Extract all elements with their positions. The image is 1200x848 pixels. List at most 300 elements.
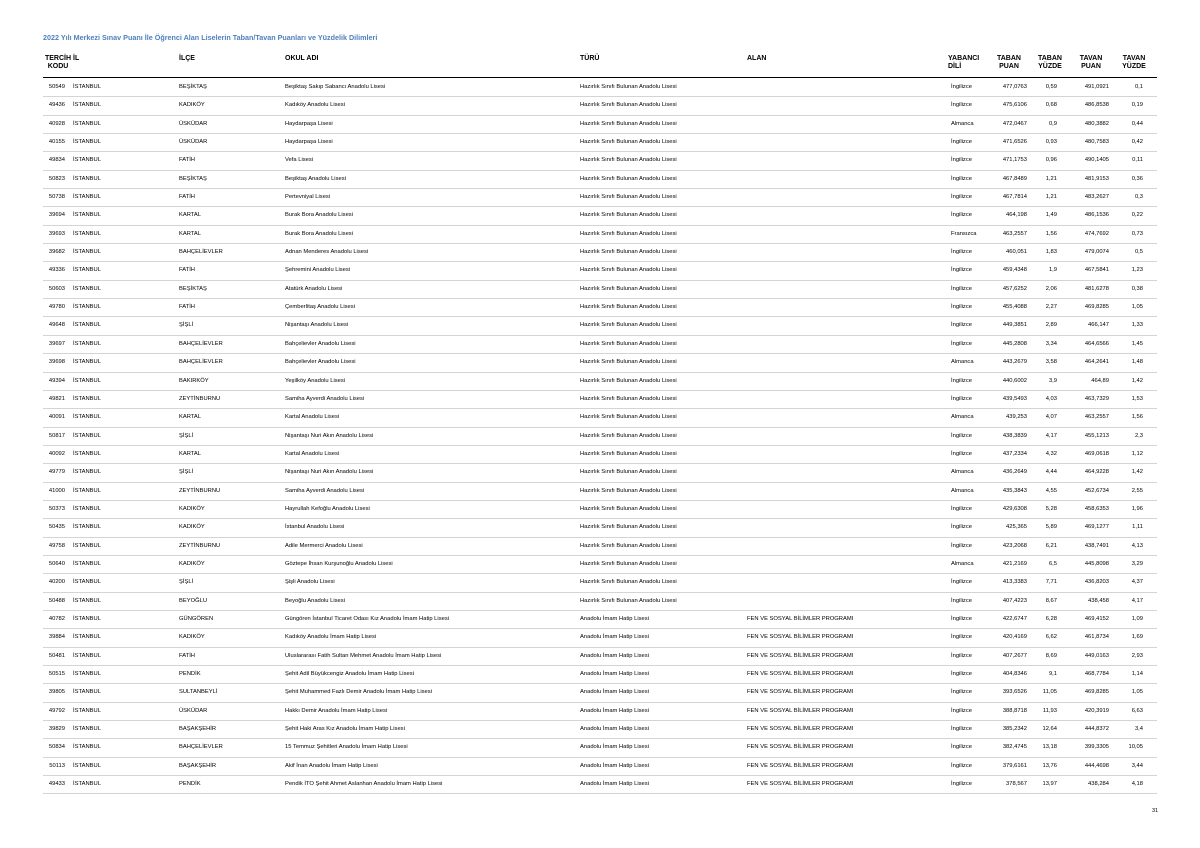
header-vpuan-line1: TAVAN — [1079, 55, 1103, 62]
cell-vyuzde: 10,05 — [1128, 744, 1143, 751]
header-vpuan-line2: PUAN — [1081, 63, 1101, 70]
cell-vpuan: 464,2641 — [1084, 359, 1109, 366]
header-kod-line2: KODU — [47, 63, 69, 70]
cell-vyuzde: 0,1 — [1134, 84, 1143, 90]
cell-il: İSTANBUL — [73, 249, 101, 256]
cell-okul: Şişli Anadolu Lisesi — [285, 579, 335, 586]
cell-turu: Hazırlık Sınıfı Bulunan Anadolu Lisesi — [580, 120, 677, 127]
cell-dil: İngilizce — [951, 249, 972, 256]
table-row — [43, 666, 1157, 684]
cell-alan: FEN VE SOSYAL BİLİMLER PROGRAMI — [747, 781, 854, 788]
cell-vyuzde: 1,09 — [1131, 615, 1143, 622]
header-il: İL — [73, 55, 80, 62]
cell-okul: Adnan Menderes Anadolu Lisesi — [285, 249, 369, 256]
cell-tyuzde: 1,83 — [1045, 249, 1057, 256]
cell-ilce: ZEYTİNBURNU — [179, 395, 221, 402]
cell-il: İSTANBUL — [73, 542, 101, 549]
cell-il: İSTANBUL — [73, 377, 101, 384]
cell-vyuzde: 3,29 — [1131, 560, 1143, 567]
cell-turu: Anadolu İmam Hatip Lisesi — [580, 615, 649, 622]
cell-tpuan: 443,2679 — [1002, 359, 1027, 366]
table-header — [43, 55, 1157, 77]
cell-alan: FEN VE SOSYAL BİLİMLER PROGRAMI — [747, 744, 854, 751]
cell-kodu: 49780 — [48, 304, 65, 311]
cell-dil: Fransızca — [951, 230, 977, 237]
cell-kodu: 50481 — [48, 652, 65, 659]
page-number: 31 — [1152, 808, 1159, 814]
cell-okul: Kartal Anadolu Lisesi — [285, 450, 340, 457]
cell-dil: İngilizce — [951, 322, 972, 329]
cell-turu: Anadolu İmam Hatip Lisesi — [580, 707, 649, 714]
cell-vpuan: 467,5841 — [1084, 267, 1109, 274]
table-row — [43, 556, 1157, 574]
cell-okul: Akif İnan Anadolu İmam Hatip Lisesi — [285, 762, 378, 769]
header-tercih-kodu — [43, 55, 73, 71]
cell-okul: Şehit Haki Aras Kız Anadolu İmam Hatip Lisesi — [285, 726, 405, 733]
cell-ilce: KADIKÖY — [179, 560, 205, 567]
table-row — [43, 611, 1157, 629]
cell-vpuan: 436,8203 — [1084, 579, 1109, 586]
cell-il: İSTANBUL — [73, 102, 101, 109]
header-dil-line1: YABANCI — [948, 55, 980, 62]
cell-tpuan: 437,2334 — [1002, 450, 1027, 457]
cell-dil: İngilizce — [951, 157, 972, 164]
cell-okul: Nişantaşı Nuri Akın Anadolu Lisesi — [285, 469, 374, 476]
table-row — [43, 501, 1157, 519]
cell-turu: Hazırlık Sınıfı Bulunan Anadolu Lisesi — [580, 597, 677, 604]
cell-turu: Hazırlık Sınıfı Bulunan Anadolu Lisesi — [580, 175, 677, 182]
cell-turu: Hazırlık Sınıfı Bulunan Anadolu Lisesi — [580, 524, 677, 531]
cell-tpuan: 463,2557 — [1002, 230, 1027, 237]
table-row — [43, 519, 1157, 537]
cell-dil: İngilizce — [951, 377, 972, 384]
header-tpuan-line1: TABAN — [997, 55, 1021, 62]
header-vyuzde-line2: YÜZDE — [1122, 63, 1146, 70]
cell-ilce: FATİH — [179, 652, 195, 659]
cell-tyuzde: 11,93 — [1042, 707, 1057, 714]
cell-ilce: FATİH — [179, 194, 195, 201]
cell-tyuzde: 0,68 — [1045, 102, 1057, 109]
table-row — [43, 281, 1157, 299]
cell-dil: İngilizce — [951, 267, 972, 274]
table-row — [43, 464, 1157, 482]
cell-il: İSTANBUL — [73, 726, 101, 733]
cell-okul: Hayrullah Kefoğlu Anadolu Lisesi — [285, 505, 370, 512]
cell-kodu: 50834 — [48, 744, 65, 751]
cell-tpuan: 407,2677 — [1002, 652, 1027, 659]
cell-kodu: 50640 — [48, 560, 65, 567]
header-alan: ALAN — [747, 55, 767, 62]
table-row — [43, 538, 1157, 556]
cell-vpuan: 469,4152 — [1084, 615, 1109, 622]
cell-vpuan: 399,3305 — [1084, 744, 1109, 751]
cell-okul: Samiha Ayverdi Anadolu Lisesi — [285, 395, 365, 402]
table-row — [43, 373, 1157, 391]
cell-tpuan: 385,2342 — [1002, 726, 1027, 733]
table-row — [43, 629, 1157, 647]
cell-il: İSTANBUL — [73, 689, 101, 696]
cell-tyuzde: 2,06 — [1045, 285, 1057, 292]
cell-tpuan: 435,3843 — [1002, 487, 1027, 494]
cell-vyuzde: 0,42 — [1131, 139, 1143, 146]
cell-tpuan: 471,6526 — [1002, 139, 1027, 146]
cell-okul: Şehit Adil Büyükcengiz Anadolu İmam Hatip Lisesi — [285, 671, 414, 677]
table-row — [43, 409, 1157, 427]
table-row — [43, 226, 1157, 244]
cell-tyuzde: 0,9 — [1048, 120, 1057, 127]
cell-il: İSTANBUL — [73, 120, 101, 127]
cell-vpuan: 452,6734 — [1084, 487, 1109, 494]
cell-okul: Hakkı Demir Anadolu İmam Hatip Lisesi — [285, 707, 388, 714]
cell-ilce: ŞİŞLİ — [179, 432, 194, 439]
cell-okul: Beyoğlu Anadolu Lisesi — [285, 597, 345, 604]
cell-turu: Anadolu İmam Hatip Lisesi — [580, 634, 649, 641]
table-row — [43, 97, 1157, 115]
cell-kodu: 50549 — [48, 84, 65, 90]
cell-il: İSTANBUL — [73, 762, 101, 769]
cell-turu: Hazırlık Sınıfı Bulunan Anadolu Lisesi — [580, 432, 677, 439]
cell-ilce: KADIKÖY — [179, 634, 205, 641]
cell-ilce: KADIKÖY — [179, 524, 205, 531]
cell-turu: Hazırlık Sınıfı Bulunan Anadolu Lisesi — [580, 304, 677, 311]
cell-kodu: 49792 — [48, 707, 65, 714]
cell-dil: Almanca — [951, 414, 974, 421]
cell-il: İSTANBUL — [73, 671, 101, 677]
header-tyuzde-line2: YÜZDE — [1038, 63, 1062, 70]
cell-vpuan: 486,8538 — [1084, 102, 1109, 109]
cell-turu: Hazırlık Sınıfı Bulunan Anadolu Lisesi — [580, 487, 677, 494]
cell-il: İSTANBUL — [73, 634, 101, 641]
cell-tpuan: 423,2068 — [1002, 542, 1027, 549]
cell-ilce: BAKIRKÖY — [179, 377, 209, 384]
cell-kodu: 40782 — [48, 615, 65, 622]
cell-ilce: BEŞİKTAŞ — [179, 285, 207, 292]
cell-vpuan: 483,2627 — [1084, 194, 1109, 201]
cell-kodu: 49336 — [48, 267, 65, 274]
cell-ilce: ŞİŞLİ — [179, 322, 194, 329]
cell-vyuzde: 2,93 — [1131, 652, 1143, 659]
cell-turu: Anadolu İmam Hatip Lisesi — [580, 652, 649, 659]
cell-vyuzde: 1,56 — [1131, 414, 1143, 421]
cell-tyuzde: 3,58 — [1045, 359, 1057, 366]
cell-turu: Hazırlık Sınıfı Bulunan Anadolu Lisesi — [580, 469, 677, 476]
cell-il: İSTANBUL — [73, 432, 101, 439]
cell-alan: FEN VE SOSYAL BİLİMLER PROGRAMI — [747, 634, 854, 641]
table-row — [43, 207, 1157, 225]
cell-vpuan: 445,8098 — [1084, 560, 1109, 567]
table-row — [43, 758, 1157, 776]
cell-il: İSTANBUL — [73, 359, 101, 366]
cell-turu: Hazırlık Sınıfı Bulunan Anadolu Lisesi — [580, 212, 677, 219]
cell-vyuzde: 1,23 — [1131, 267, 1143, 274]
cell-alan: FEN VE SOSYAL BİLİMLER PROGRAMI — [747, 615, 854, 622]
cell-vyuzde: 1,45 — [1131, 340, 1143, 347]
cell-vpuan: 486,1536 — [1084, 212, 1109, 219]
cell-turu: Hazırlık Sınıfı Bulunan Anadolu Lisesi — [580, 340, 677, 347]
cell-ilce: ŞİŞLİ — [179, 469, 194, 476]
cell-vpuan: 481,9153 — [1084, 175, 1109, 182]
table-row — [43, 593, 1157, 611]
cell-alan: FEN VE SOSYAL BİLİMLER PROGRAMI — [747, 652, 854, 659]
cell-tyuzde: 13,97 — [1042, 781, 1057, 788]
cell-okul: Bahçelievler Anadolu Lisesi — [285, 359, 356, 366]
cell-turu: Hazırlık Sınıfı Bulunan Anadolu Lisesi — [580, 414, 677, 421]
cell-okul: Şehremini Anadolu Lisesi — [285, 267, 351, 274]
table-row — [43, 574, 1157, 592]
cell-kodu: 39682 — [48, 249, 65, 256]
cell-vpuan: 469,1277 — [1084, 524, 1109, 531]
cell-okul: Beşiktaş Anadolu Lisesi — [285, 175, 346, 182]
cell-ilce: KARTAL — [179, 212, 202, 219]
cell-tpuan: 439,5493 — [1002, 395, 1027, 402]
cell-okul: Vefa Lisesi — [285, 157, 314, 164]
cell-okul: Adile Mermerci Anadolu Lisesi — [285, 542, 363, 549]
cell-dil: İngilizce — [951, 597, 972, 604]
cell-tpuan: 445,2808 — [1002, 340, 1027, 347]
cell-tyuzde: 12,64 — [1042, 726, 1057, 733]
cell-tyuzde: 1,49 — [1045, 212, 1057, 219]
cell-ilce: ÜSKÜDAR — [179, 707, 208, 714]
cell-tyuzde: 6,21 — [1045, 542, 1057, 549]
cell-tpuan: 467,7814 — [1002, 194, 1027, 201]
cell-vpuan: 461,8734 — [1084, 634, 1109, 641]
cell-dil: İngilizce — [951, 615, 972, 622]
cell-ilce: ZEYTİNBURNU — [179, 542, 221, 549]
cell-il: İSTANBUL — [73, 175, 101, 182]
cell-vyuzde: 0,36 — [1131, 175, 1143, 182]
cell-vpuan: 469,8285 — [1084, 689, 1109, 696]
cell-turu: Hazırlık Sınıfı Bulunan Anadolu Lisesi — [580, 267, 677, 274]
cell-tpuan: 460,051 — [1006, 249, 1027, 256]
cell-vpuan: 455,1213 — [1084, 432, 1109, 439]
cell-tpuan: 429,6308 — [1002, 505, 1027, 512]
header-vyuzde-line1: TAVAN — [1122, 55, 1146, 62]
cell-vpuan: 481,6278 — [1084, 285, 1109, 292]
cell-kodu: 50373 — [48, 505, 65, 512]
cell-turu: Hazırlık Sınıfı Bulunan Anadolu Lisesi — [580, 139, 677, 146]
cell-okul: Çemberlitaş Anadolu Lisesi — [285, 304, 355, 311]
cell-vpuan: 463,2557 — [1084, 414, 1109, 421]
cell-dil: İngilizce — [951, 505, 972, 512]
table-row — [43, 152, 1157, 170]
cell-ilce: ÜSKÜDAR — [179, 139, 208, 146]
cell-vyuzde: 1,33 — [1131, 322, 1143, 329]
cell-tyuzde: 6,28 — [1045, 615, 1057, 622]
cell-ilce: FATİH — [179, 157, 195, 164]
cell-ilce: PENDİK — [179, 781, 201, 788]
cell-ilce: KARTAL — [179, 450, 202, 457]
cell-ilce: BAHÇELİEVLER — [179, 359, 223, 366]
cell-vpuan: 463,7329 — [1084, 395, 1109, 402]
cell-vpuan: 464,89 — [1091, 377, 1109, 384]
header-yabanci-dili — [948, 55, 982, 71]
cell-il: İSTANBUL — [73, 469, 101, 476]
cell-okul: Kartal Anadolu Lisesi — [285, 414, 340, 421]
cell-vyuzde: 0,3 — [1134, 194, 1143, 201]
cell-ilce: ZEYTİNBURNU — [179, 487, 221, 494]
header-tyuzde-line1: TABAN — [1038, 55, 1062, 62]
cell-okul: Yeşilköy Anadolu Lisesi — [285, 377, 346, 384]
cell-tyuzde: 1,9 — [1048, 267, 1057, 274]
cell-vpuan: 466,147 — [1088, 322, 1109, 329]
table-row — [43, 483, 1157, 501]
cell-tpuan: 471,1753 — [1002, 157, 1027, 164]
cell-ilce: BEŞİKTAŞ — [179, 175, 207, 182]
cell-tpuan: 475,6106 — [1002, 102, 1027, 109]
cell-kodu: 49758 — [48, 542, 65, 549]
cell-vyuzde: 0,11 — [1132, 157, 1143, 164]
cell-turu: Anadolu İmam Hatip Lisesi — [580, 726, 649, 733]
cell-okul: Şehit Muhammed Fazlı Demir Anadolu İmam Hatip Lisesi — [285, 689, 432, 696]
cell-tyuzde: 0,59 — [1045, 84, 1057, 90]
cell-dil: Almanca — [951, 487, 974, 494]
cell-dil: İngilizce — [951, 340, 972, 347]
cell-vyuzde: 0,5 — [1134, 249, 1143, 256]
cell-ilce: ÜSKÜDAR — [179, 120, 208, 127]
cell-vpuan: 479,0074 — [1084, 249, 1109, 256]
cell-vyuzde: 1,96 — [1131, 505, 1143, 512]
cell-il: İSTANBUL — [73, 212, 101, 219]
cell-turu: Anadolu İmam Hatip Lisesi — [580, 762, 649, 769]
cell-tyuzde: 5,28 — [1045, 505, 1057, 512]
cell-dil: İngilizce — [951, 175, 972, 182]
cell-kodu: 39698 — [48, 359, 65, 366]
table-row — [43, 336, 1157, 354]
cell-vpuan: 458,6353 — [1084, 505, 1109, 512]
cell-dil: İngilizce — [951, 395, 972, 402]
header-tavan-puan — [1069, 55, 1113, 71]
cell-okul: Nişantaşı Nuri Akın Anadolu Lisesi — [285, 432, 374, 439]
cell-il: İSTANBUL — [73, 194, 101, 201]
cell-vyuzde: 0,73 — [1131, 230, 1143, 237]
cell-okul: 15 Temmuz Şehitleri Anadolu İmam Hatip Lisesi — [285, 744, 408, 751]
cell-tpuan: 422,6747 — [1002, 615, 1027, 622]
cell-il: İSTANBUL — [73, 579, 101, 586]
cell-okul: Haydarpaşa Lisesi — [285, 139, 333, 146]
cell-vyuzde: 1,11 — [1132, 524, 1143, 531]
cell-turu: Hazırlık Sınıfı Bulunan Anadolu Lisesi — [580, 285, 677, 292]
cell-vyuzde: 4,13 — [1131, 542, 1143, 549]
cell-alan: FEN VE SOSYAL BİLİMLER PROGRAMI — [747, 707, 854, 714]
cell-vpuan: 474,7692 — [1084, 230, 1109, 237]
cell-tyuzde: 4,17 — [1045, 432, 1057, 439]
cell-dil: İngilizce — [951, 652, 972, 659]
cell-il: İSTANBUL — [73, 157, 101, 164]
table-row — [43, 776, 1157, 794]
cell-ilce: BAŞAKŞEHİR — [179, 762, 217, 769]
cell-tyuzde: 0,96 — [1045, 157, 1057, 164]
cell-vpuan: 491,0921 — [1084, 84, 1109, 90]
table-row — [43, 648, 1157, 666]
cell-dil: İngilizce — [951, 726, 972, 733]
cell-dil: İngilizce — [951, 744, 972, 751]
table-body — [43, 79, 1157, 794]
cell-il: İSTANBUL — [73, 304, 101, 311]
cell-turu: Anadolu İmam Hatip Lisesi — [580, 781, 649, 788]
cell-tpuan: 457,6252 — [1002, 285, 1027, 292]
cell-okul: Nişantaşı Anadolu Lisesi — [285, 322, 349, 329]
cell-ilce: ŞİŞLİ — [179, 579, 194, 586]
cell-turu: Anadolu İmam Hatip Lisesi — [580, 671, 649, 677]
cell-vyuzde: 3,44 — [1131, 762, 1143, 769]
header-tavan-yuzde — [1117, 55, 1151, 71]
cell-tpuan: 420,4169 — [1002, 634, 1027, 641]
table-row — [43, 134, 1157, 152]
cell-kodu: 41000 — [48, 487, 65, 494]
cell-tpuan: 459,4348 — [1002, 267, 1027, 274]
cell-tyuzde: 1,21 — [1045, 194, 1057, 201]
cell-tpuan: 438,3839 — [1002, 432, 1027, 439]
cell-il: İSTANBUL — [73, 322, 101, 329]
cell-il: İSTANBUL — [73, 560, 101, 567]
cell-kodu: 49433 — [48, 781, 65, 788]
cell-kodu: 40928 — [48, 120, 65, 127]
cell-vyuzde: 1,14 — [1131, 671, 1143, 677]
cell-dil: İngilizce — [951, 212, 972, 219]
cell-okul: Beşiktaş Sakıp Sabancı Anadolu Lisesi — [285, 84, 386, 90]
header-ilce: İLÇE — [179, 55, 195, 62]
cell-vyuzde: 1,05 — [1131, 304, 1143, 311]
cell-vyuzde: 0,38 — [1131, 285, 1143, 292]
cell-kodu: 39884 — [48, 634, 65, 641]
cell-tyuzde: 11,05 — [1042, 689, 1057, 696]
cell-il: İSTANBUL — [73, 487, 101, 494]
header-tpuan-line2: PUAN — [999, 63, 1019, 70]
cell-dil: Almanca — [951, 120, 974, 127]
cell-tyuzde: 4,03 — [1045, 395, 1057, 402]
cell-vyuzde: 4,37 — [1131, 579, 1143, 586]
table-row — [43, 354, 1157, 372]
cell-turu: Hazırlık Sınıfı Bulunan Anadolu Lisesi — [580, 157, 677, 164]
cell-kodu: 40155 — [48, 139, 65, 146]
table-row — [43, 244, 1157, 262]
table-row — [43, 317, 1157, 335]
cell-il: İSTANBUL — [73, 505, 101, 512]
cell-ilce: KARTAL — [179, 414, 202, 421]
cell-kodu: 40091 — [48, 414, 65, 421]
cell-okul: Samiha Ayverdi Anadolu Lisesi — [285, 487, 365, 494]
cell-dil: İngilizce — [951, 432, 972, 439]
cell-kodu: 39697 — [48, 340, 65, 347]
cell-vpuan: 464,6566 — [1084, 340, 1109, 347]
cell-vpuan: 438,458 — [1088, 597, 1109, 604]
cell-dil: İngilizce — [951, 285, 972, 292]
cell-dil: İngilizce — [951, 450, 972, 457]
cell-tpuan: 388,8718 — [1002, 707, 1027, 714]
cell-kodu: 49394 — [48, 377, 65, 384]
cell-vyuzde: 4,18 — [1131, 781, 1143, 788]
cell-turu: Hazırlık Sınıfı Bulunan Anadolu Lisesi — [580, 102, 677, 109]
cell-turu: Hazırlık Sınıfı Bulunan Anadolu Lisesi — [580, 322, 677, 329]
cell-vyuzde: 4,17 — [1131, 597, 1143, 604]
cell-tyuzde: 0,93 — [1045, 139, 1057, 146]
cell-turu: Hazırlık Sınıfı Bulunan Anadolu Lisesi — [580, 377, 677, 384]
cell-okul: İstanbul Anadolu Lisesi — [285, 524, 345, 531]
cell-kodu: 39693 — [48, 230, 65, 237]
cell-turu: Anadolu İmam Hatip Lisesi — [580, 689, 649, 696]
header-okul-adi: OKUL ADI — [285, 55, 319, 62]
table-row — [43, 739, 1157, 757]
cell-dil: İngilizce — [951, 762, 972, 769]
cell-kodu: 50488 — [48, 597, 65, 604]
cell-kodu: 40200 — [48, 579, 65, 586]
cell-vpuan: 420,3919 — [1084, 707, 1109, 714]
cell-tpuan: 477,0763 — [1002, 84, 1027, 90]
cell-dil: Almanca — [951, 359, 974, 366]
cell-tpuan: 455,4088 — [1002, 304, 1027, 311]
cell-ilce: BEYOĞLU — [179, 597, 208, 604]
cell-dil: İngilizce — [951, 634, 972, 641]
